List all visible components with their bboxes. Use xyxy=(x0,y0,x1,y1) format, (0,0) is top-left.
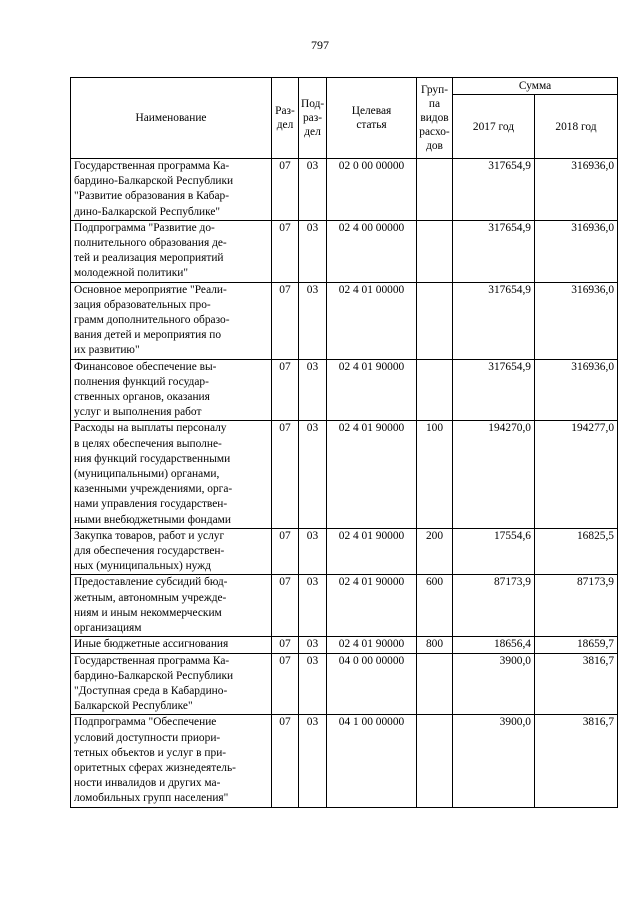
header-razdel: Раз- дел xyxy=(272,78,299,159)
cell-sum-2017: 317654,9 xyxy=(453,159,535,221)
cell-razdel: 07 xyxy=(272,653,299,715)
cell-name: Основное мероприятие "Реали- зация образовательных про- грамм дополнительного образо- вания детей и мероприятия по их развитию" xyxy=(71,282,272,359)
cell-sum-2017: 87173,9 xyxy=(453,575,535,637)
cell-sum-2017: 3900,0 xyxy=(453,715,535,807)
cell-statya: 02 4 01 90000 xyxy=(327,528,417,575)
cell-grupa xyxy=(417,282,453,359)
cell-sum-2018: 3816,7 xyxy=(535,715,618,807)
table-row xyxy=(71,159,618,221)
cell-razdel: 07 xyxy=(272,282,299,359)
cell-statya: 04 1 00 00000 xyxy=(327,715,417,807)
cell-razdel: 07 xyxy=(272,637,299,653)
budget-table xyxy=(70,77,618,808)
cell-statya: 02 4 01 90000 xyxy=(327,421,417,528)
cell-sum-2017: 18656,4 xyxy=(453,637,535,653)
cell-podrazdel: 03 xyxy=(299,637,327,653)
cell-sum-2018: 3816,7 xyxy=(535,653,618,715)
cell-podrazdel: 03 xyxy=(299,220,327,282)
cell-sum-2018: 18659,7 xyxy=(535,637,618,653)
cell-name: Государственная программа Ка- бардино-Балкарской Республики "Доступная среда в Кабардино- Балкарской Республике" xyxy=(71,653,272,715)
cell-podrazdel: 03 xyxy=(299,282,327,359)
cell-razdel: 07 xyxy=(272,421,299,528)
cell-sum-2018: 316936,0 xyxy=(535,159,618,221)
table-row xyxy=(71,220,618,282)
cell-razdel: 07 xyxy=(272,528,299,575)
cell-name: Закупка товаров, работ и услуг для обеспечения государствен- ных (муниципальных) нужд xyxy=(71,528,272,575)
cell-name: Иные бюджетные ассигнования xyxy=(71,637,272,653)
table-row xyxy=(71,282,618,359)
cell-sum-2018: 194277,0 xyxy=(535,421,618,528)
table-row xyxy=(71,575,618,637)
cell-grupa: 200 xyxy=(417,528,453,575)
cell-sum-2018: 316936,0 xyxy=(535,220,618,282)
cell-grupa xyxy=(417,715,453,807)
cell-sum-2018: 316936,0 xyxy=(535,359,618,421)
cell-name: Подпрограмма "Развитие до- полнительного образования де- тей и реализация мероприятий молодежной политики" xyxy=(71,220,272,282)
cell-statya: 02 4 01 90000 xyxy=(327,637,417,653)
table-body xyxy=(71,159,618,808)
cell-sum-2018: 16825,5 xyxy=(535,528,618,575)
header-podrazdel: Под- раз- дел xyxy=(299,78,327,159)
cell-name: Расходы на выплаты персоналу в целях обеспечения выполне- ния функций государственными (муниципальными) органами, казенными учреждениями, орга- нами управления государствен- ными внебюджетными фондами xyxy=(71,421,272,528)
cell-grupa xyxy=(417,159,453,221)
page-number: 797 xyxy=(311,38,329,52)
cell-sum-2017: 317654,9 xyxy=(453,282,535,359)
cell-razdel: 07 xyxy=(272,359,299,421)
cell-statya: 02 0 00 00000 xyxy=(327,159,417,221)
cell-grupa: 800 xyxy=(417,637,453,653)
cell-grupa: 100 xyxy=(417,421,453,528)
cell-grupa xyxy=(417,359,453,421)
cell-razdel: 07 xyxy=(272,220,299,282)
cell-statya: 02 4 01 00000 xyxy=(327,282,417,359)
cell-podrazdel: 03 xyxy=(299,159,327,221)
cell-grupa xyxy=(417,220,453,282)
cell-razdel: 07 xyxy=(272,159,299,221)
header-year-2017: 2017 год xyxy=(453,95,535,159)
cell-grupa: 600 xyxy=(417,575,453,637)
header-statya: Целевая статья xyxy=(327,78,417,159)
cell-name: Финансовое обеспечение вы- полнения функций государ- ственных органов, оказания услуг и выполнения работ xyxy=(71,359,272,421)
cell-sum-2018: 316936,0 xyxy=(535,282,618,359)
cell-podrazdel: 03 xyxy=(299,715,327,807)
cell-name: Предоставление субсидий бюд- жетным, автономным учрежде- ниям и иным некоммерческим организациям xyxy=(71,575,272,637)
cell-podrazdel: 03 xyxy=(299,421,327,528)
table-row xyxy=(71,653,618,715)
cell-sum-2017: 17554,6 xyxy=(453,528,535,575)
header-summa: Сумма xyxy=(453,78,618,95)
cell-sum-2018: 87173,9 xyxy=(535,575,618,637)
cell-sum-2017: 194270,0 xyxy=(453,421,535,528)
cell-name: Государственная программа Ка- бардино-Балкарской Республики "Развитие образования в Кабар- дино-Балкарской Республике" xyxy=(71,159,272,221)
table-row xyxy=(71,715,618,807)
table-row xyxy=(71,637,618,653)
cell-podrazdel: 03 xyxy=(299,359,327,421)
cell-sum-2017: 3900,0 xyxy=(453,653,535,715)
table-row xyxy=(71,421,618,528)
cell-sum-2017: 317654,9 xyxy=(453,220,535,282)
header-grupa: Груп- па видов расхо- дов xyxy=(417,78,453,159)
header-name: Наименование xyxy=(71,78,272,159)
cell-statya: 02 4 00 00000 xyxy=(327,220,417,282)
cell-razdel: 07 xyxy=(272,715,299,807)
cell-sum-2017: 317654,9 xyxy=(453,359,535,421)
cell-razdel: 07 xyxy=(272,575,299,637)
cell-podrazdel: 03 xyxy=(299,528,327,575)
cell-statya: 02 4 01 90000 xyxy=(327,359,417,421)
cell-podrazdel: 03 xyxy=(299,575,327,637)
table-row xyxy=(71,528,618,575)
cell-podrazdel: 03 xyxy=(299,653,327,715)
header-year-2018: 2018 год xyxy=(535,95,618,159)
cell-statya: 04 0 00 00000 xyxy=(327,653,417,715)
table-row xyxy=(71,359,618,421)
cell-statya: 02 4 01 90000 xyxy=(327,575,417,637)
cell-grupa xyxy=(417,653,453,715)
cell-name: Подпрограмма "Обеспечение условий доступности приори- тетных объектов и услуг в при- оритетных сферах жизнедеятель- ности инвалидов и других ма- ломобильных групп населения" xyxy=(71,715,272,807)
